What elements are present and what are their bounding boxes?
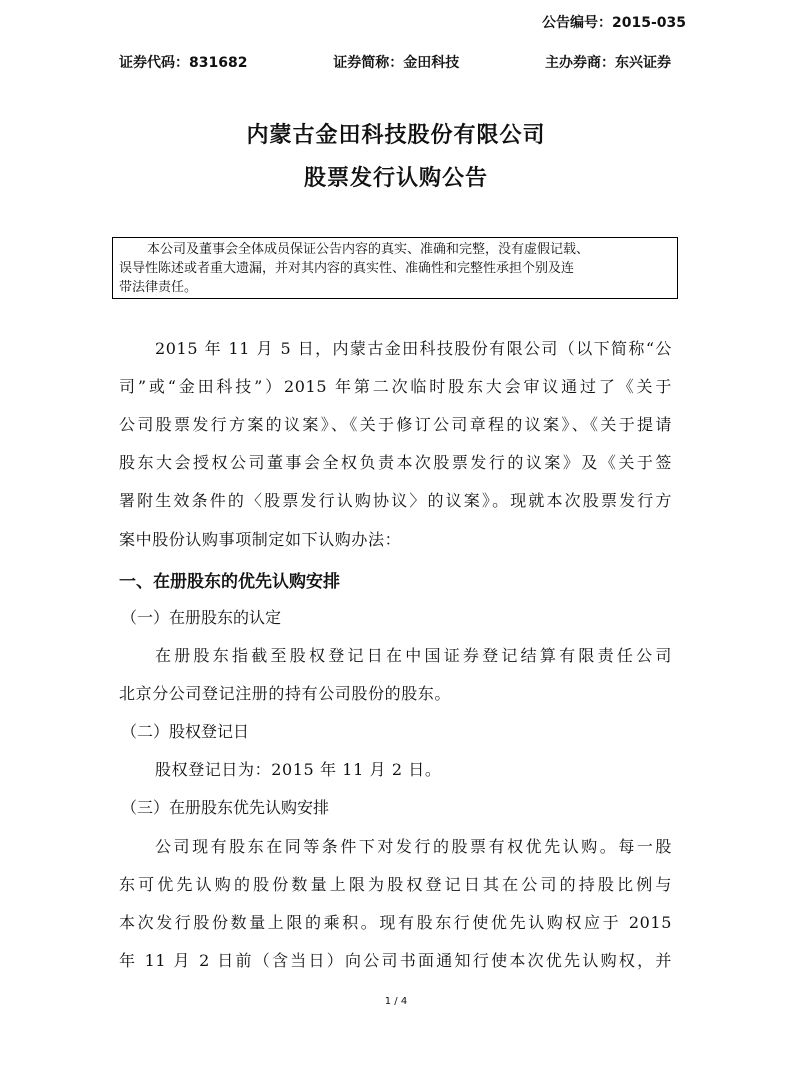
document-title: 股票发行认购公告 <box>303 166 488 191</box>
security-name: 证券简称：金田科技 <box>333 55 460 71</box>
intro-line: 公司股票发行方案的议案》、《关于修订公司章程的议案》、《关于提请 <box>119 415 672 434</box>
paragraph-line: 本次发行股份数量上限的乘积。现有股东行使优先认购权应于 2015 <box>119 913 672 932</box>
paragraph-line: 股权登记日为：2015 年 11 月 2 日。 <box>155 760 442 779</box>
paragraph-line: 年 11 月 2 日前（含当日）向公司书面通知行使本次优先认购权，并 <box>119 951 672 970</box>
paragraph-line: 公司现有股东在同等条件下对发行的股票有权优先认购。每一股 <box>155 837 672 856</box>
paragraph-line: 北京分公司登记注册的持有公司股份的股东。 <box>119 684 452 703</box>
intro-line: 司”或“金田科技”）2015 年第二次临时股东大会审议通过了《关于 <box>119 377 672 396</box>
disclaimer-box <box>112 237 678 299</box>
security-info-row <box>119 52 671 72</box>
page-number: 1 / 4 <box>384 996 408 1007</box>
paragraph-line: 在册股东指截至股权登记日在中国证券登记结算有限责任公司 <box>155 646 672 665</box>
intro-line: 署附生效条件的〈股票发行认购协议〉的议案》。现就本次股票发行方 <box>119 491 672 510</box>
intro-line: 2015 年 11 月 5 日，内蒙古金田科技股份有限公司（以下简称“公 <box>155 339 672 358</box>
section-heading: 一、在册股东的优先认购安排 <box>119 572 340 592</box>
subsection-heading: （二）股权登记日 <box>121 722 250 741</box>
announcement-number: 公告编号：2015-035 <box>542 15 686 31</box>
disclaimer-line: 带法律责任。 <box>119 280 198 295</box>
security-code: 证券代码：831682 <box>119 55 248 71</box>
subsection-heading: （三）在册股东优先认购安排 <box>121 798 330 817</box>
disclaimer-line: 本公司及董事会全体成员保证公告内容的真实、准确和完整，没有虚假记载、 <box>147 242 590 257</box>
intro-line: 案中股份认购事项制定如下认购办法： <box>119 530 402 549</box>
disclaimer-line: 误导性陈述或者重大遗漏，并对其内容的真实性、准确性和完整性承担个别及连 <box>119 261 575 276</box>
intro-line: 股东大会授权公司董事会全权负责本次股票发行的议案》及《关于签 <box>119 453 672 472</box>
company-title: 内蒙古金田科技股份有限公司 <box>246 123 546 148</box>
sponsor-broker: 主办券商：东兴证券 <box>544 55 671 71</box>
paragraph-line: 东可优先认购的股份数量上限为股权登记日其在公司的持股比例与 <box>119 875 672 894</box>
subsection-heading: （一）在册股东的认定 <box>121 608 282 627</box>
